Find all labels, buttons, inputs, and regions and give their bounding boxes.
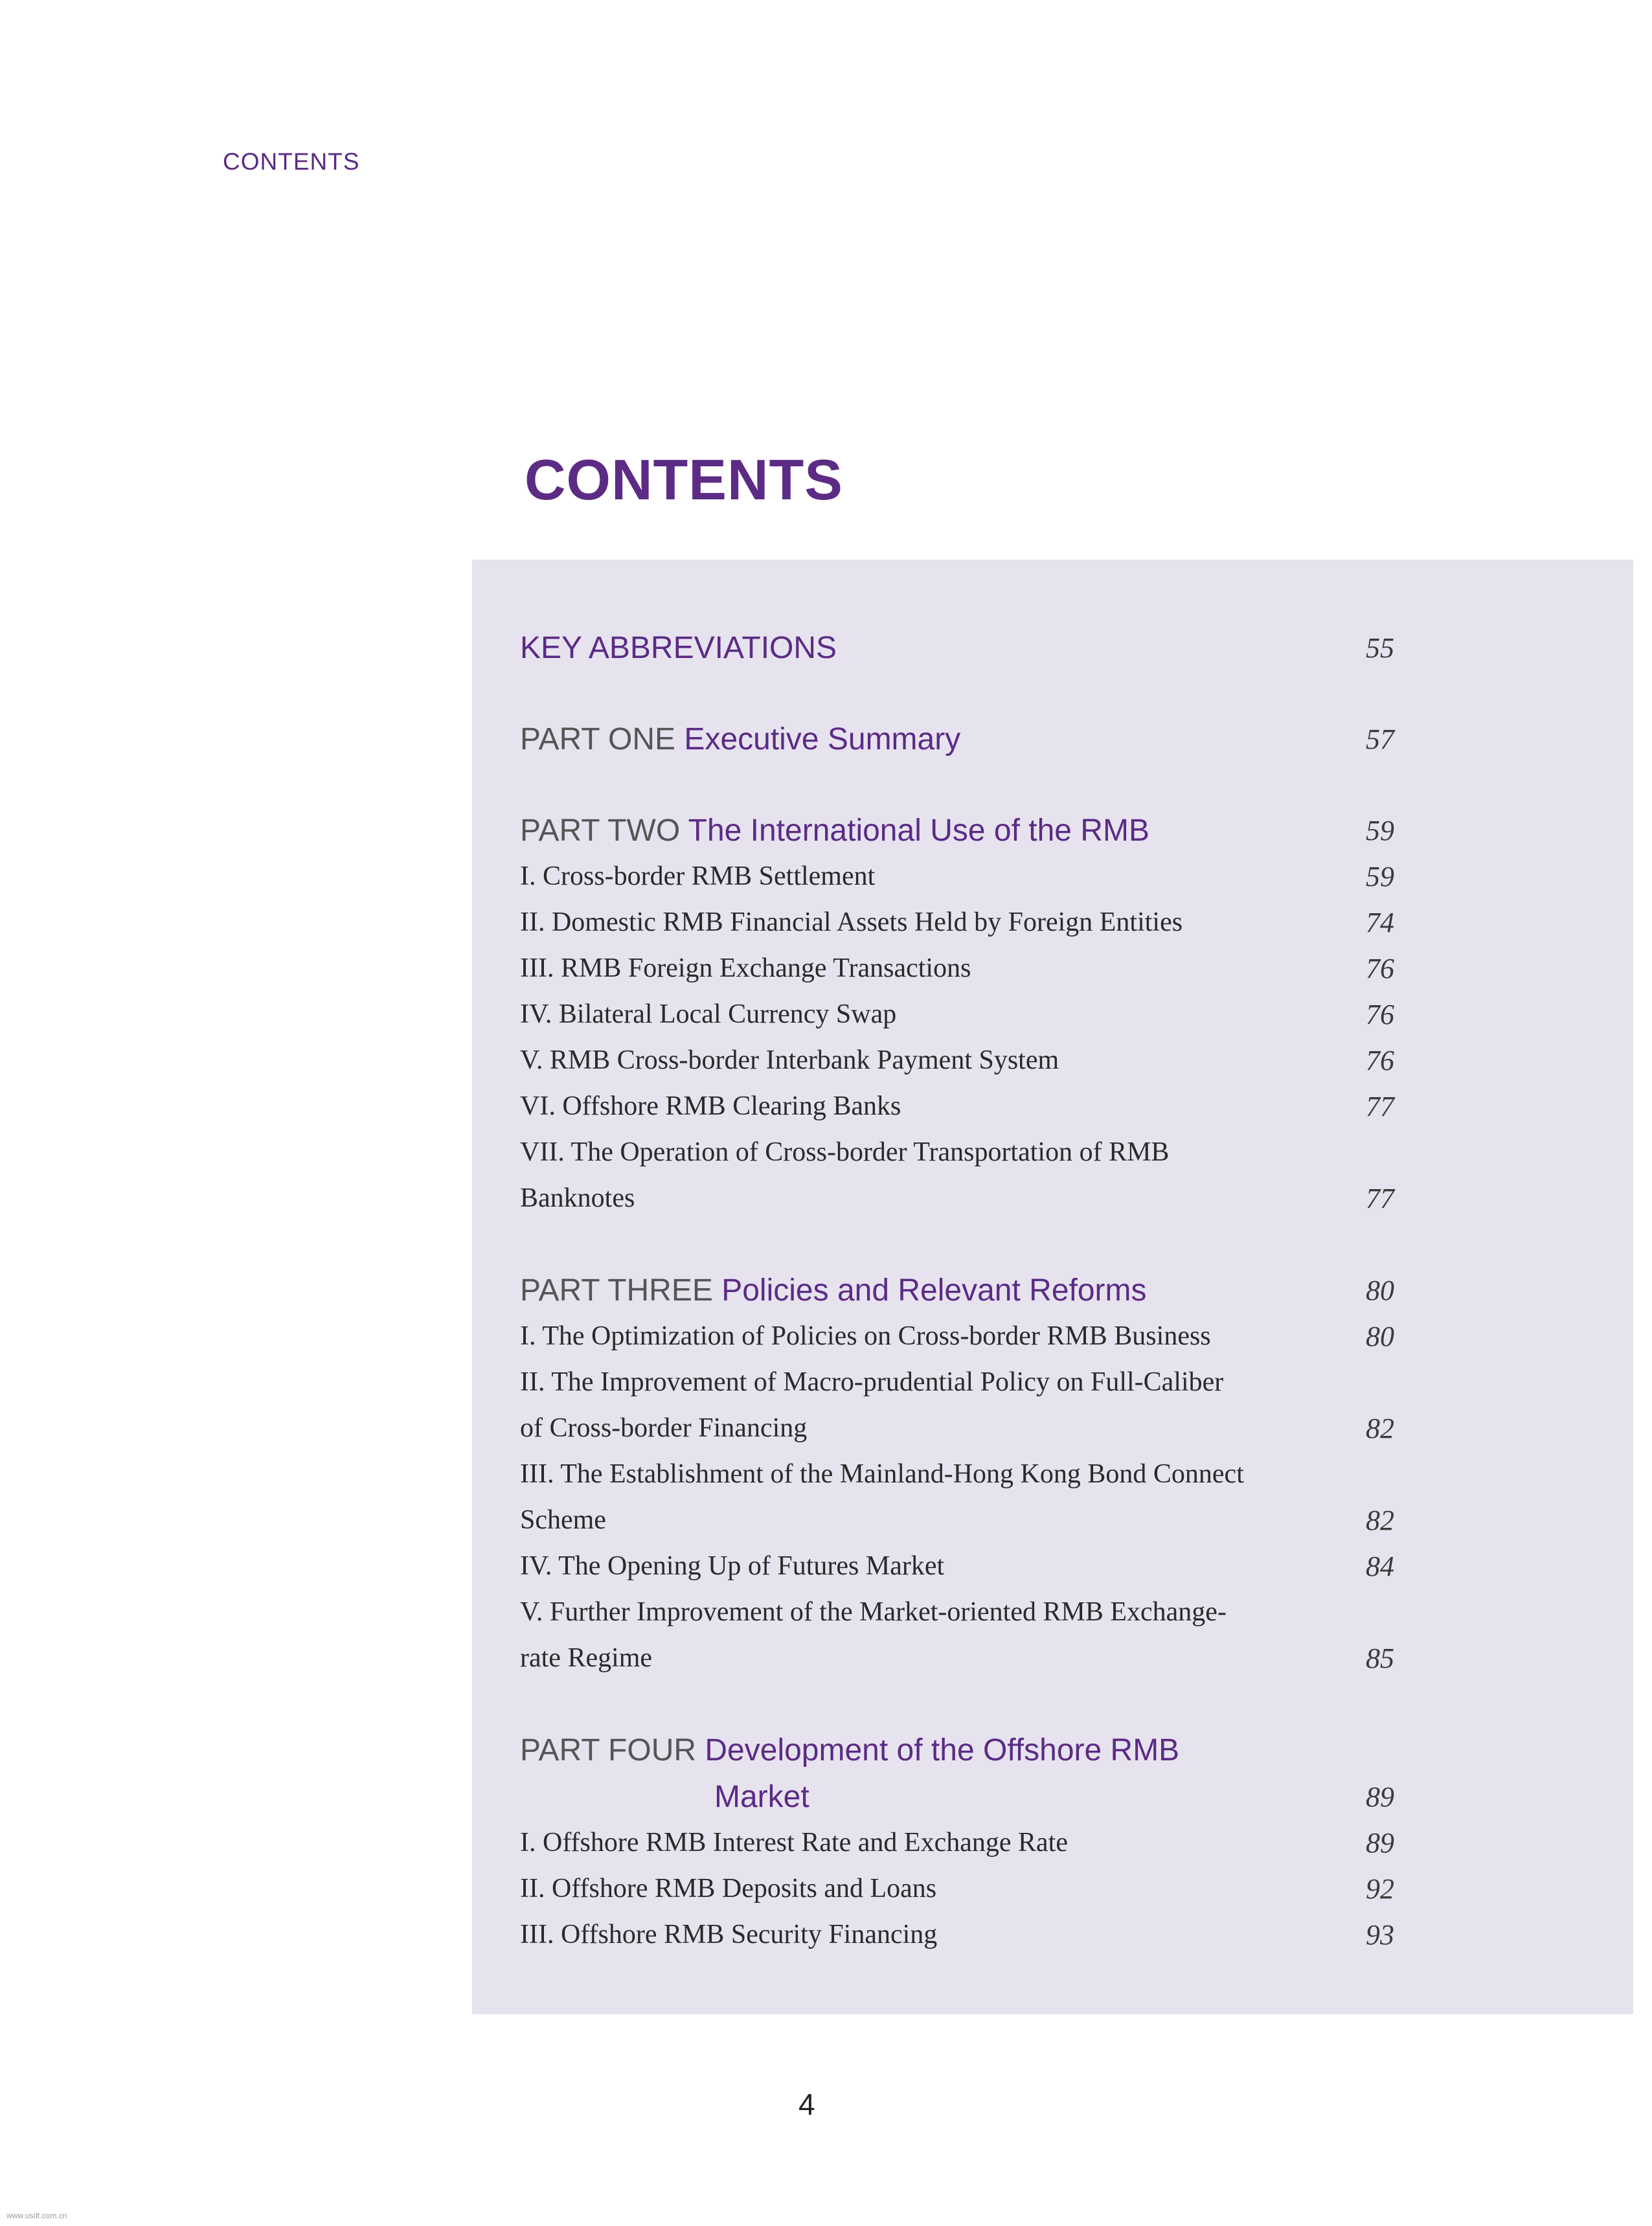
toc-page-number: 85 <box>1366 1642 1394 1674</box>
part-title: Policies and Relevant Reforms <box>721 1273 1147 1308</box>
toc-page-number: 59 <box>1366 815 1394 846</box>
toc-item-text <box>520 1359 1330 1451</box>
toc-item-text: II. Domestic RMB Financial Assets Held by Foreign Entities <box>520 907 1183 937</box>
part-label: PART ONE <box>520 722 676 756</box>
toc-page-number: 77 <box>1366 1091 1394 1122</box>
toc-page-number: 82 <box>1366 1413 1394 1444</box>
toc-heading-label: KEY ABBREVIATIONS <box>520 631 837 665</box>
page-title: CONTENTS <box>525 448 843 512</box>
toc-page-number: 84 <box>1366 1550 1394 1582</box>
toc-item-text-line: V. Further Improvement of the Market-oriented RMB Exchange- <box>520 1597 1227 1627</box>
toc-item-text: I. Offshore RMB Interest Rate and Exchange Rate <box>520 1828 1068 1857</box>
toc-item-text: III. RMB Foreign Exchange Transactions <box>520 953 971 983</box>
watermark: www.usdt.com.cn <box>6 2211 67 2220</box>
toc-page-number: 89 <box>1366 1827 1394 1859</box>
toc-page-number: 76 <box>1366 953 1394 984</box>
part-label: PART THREE <box>520 1273 713 1308</box>
toc-page-number: 92 <box>1366 1873 1394 1905</box>
running-head: CONTENTS <box>223 148 360 175</box>
part-title: Development of the Offshore RMB <box>705 1733 1180 1767</box>
toc-item-text: III. Offshore RMB Security Financing <box>520 1920 938 1949</box>
toc-item-text-line: rate Regime <box>520 1643 653 1673</box>
toc-item-text: IV. The Opening Up of Futures Market <box>520 1551 945 1581</box>
toc-item-text: IV. Bilateral Local Currency Swap <box>520 999 897 1029</box>
toc-page-number: 80 <box>1366 1275 1394 1306</box>
page-number: 4 <box>798 2087 815 2121</box>
part-label: PART TWO <box>520 813 681 848</box>
toc-item-text-line: Banknotes <box>520 1183 635 1213</box>
toc-page-number: 89 <box>1366 1781 1394 1813</box>
toc-item-text: V. RMB Cross-border Interbank Payment System <box>520 1045 1059 1075</box>
toc-page-number: 76 <box>1366 999 1394 1030</box>
toc-page-number: 93 <box>1366 1919 1394 1951</box>
toc-item-text: II. Offshore RMB Deposits and Loans <box>520 1874 937 1903</box>
toc-item-text-line: Scheme <box>520 1505 606 1535</box>
part-title-continued: Market <box>714 1780 809 1814</box>
toc-page-number: 74 <box>1366 907 1394 938</box>
toc-item-text: I. Cross-border RMB Settlement <box>520 861 876 891</box>
toc-page-number: 77 <box>1366 1183 1394 1214</box>
toc-item-text-line: of Cross-border Financing <box>520 1413 808 1443</box>
toc-page-number: 82 <box>1366 1505 1394 1536</box>
toc-page-number: 55 <box>1366 632 1394 664</box>
toc-item-text-line: VII. The Operation of Cross-border Transportation of RMB <box>520 1137 1170 1167</box>
toc-item-text: I. The Optimization of Policies on Cross-border RMB Business <box>520 1321 1211 1351</box>
toc-item-text: VI. Offshore RMB Clearing Banks <box>520 1091 901 1121</box>
part-title: Executive Summary <box>684 722 961 756</box>
toc-item-text <box>520 1130 1330 1221</box>
toc-page-number: 76 <box>1366 1045 1394 1076</box>
part-label: PART FOUR <box>520 1733 697 1767</box>
toc-page-number: 57 <box>1366 723 1394 755</box>
toc-item-text-line: II. The Improvement of Macro-prudential Policy on Full-Caliber <box>520 1367 1224 1397</box>
toc-item-text-line: III. The Establishment of the Mainland-Hong Kong Bond Connect <box>520 1459 1244 1489</box>
toc-item-text <box>520 1589 1330 1681</box>
toc-item-text <box>520 1451 1330 1543</box>
toc-page-number: 80 <box>1366 1321 1394 1352</box>
part-title: The International Use of the RMB <box>688 813 1149 848</box>
toc-page-number: 59 <box>1366 861 1394 892</box>
